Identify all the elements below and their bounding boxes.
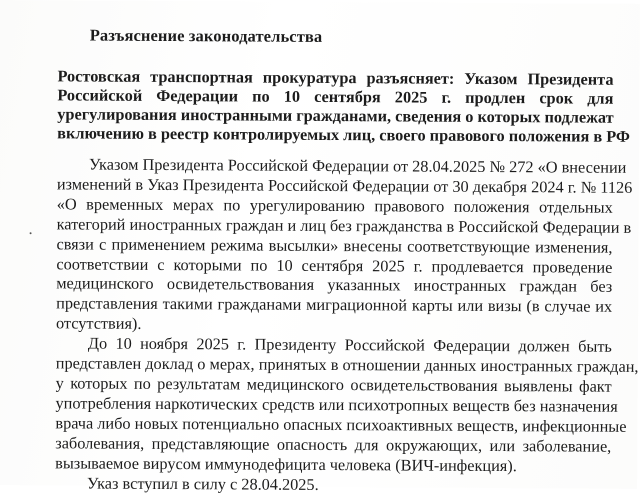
- paragraph-line: Указ вступил в силу с 28.04.2025.: [86, 473, 319, 494]
- paragraph-effective-date: [55, 473, 611, 496]
- document-summary: [57, 66, 630, 146]
- paragraph-line: врача либо новых потенциально опасных психоактивных веществ, инфекционные: [55, 413, 627, 436]
- paragraph-line: употребления наркотических средств или психотропных веществ без назначения: [55, 393, 618, 416]
- paragraph-line: заболевания, представляющие опасность для окружающих, или заболевание,: [55, 433, 612, 456]
- summary-line: Российской Федерации по 10 сентября 2025 г. продлен срок для: [57, 85, 614, 108]
- paragraph-line: До 10 ноября 2025 г. Президенту Российской Федерации должен быть: [87, 333, 612, 356]
- paragraph-line: у которых по результатам медицинского освидетельствования выявлены факт: [55, 373, 612, 396]
- paragraph-line: соответствии с которыми по 10 сентября 2025 г. продлевается проведение: [56, 253, 613, 277]
- paragraph-line: Указом Президента Российской Федерации от 28.04.2025 № 272 «О внесении: [88, 154, 627, 177]
- summary-line: Ростовская транспортная прокуратура разъясняет: Указом Президента: [57, 66, 614, 89]
- paragraph-report-deadline: [55, 333, 639, 477]
- paragraph-line: связи с применением режима высылки» внесены соответствующие изменения,: [56, 233, 613, 257]
- scan-speck: [30, 232, 32, 234]
- paragraph-decree-changes: [55, 154, 633, 337]
- summary-line: включению в реестр контролируемых лиц, своего правового положения в РФ: [57, 123, 630, 146]
- paragraph-line: отсутствия).: [55, 313, 142, 334]
- paragraph-line: изменений в Указ Президента Российской Федерации от 30 декабря 2024 г. № 1126: [56, 174, 633, 197]
- document-heading: Разъяснение законодательства: [89, 25, 323, 46]
- paragraph-line: представления такими гражданами миграционной карты или визы (в случае их: [56, 293, 613, 317]
- paragraph-line: категорий иностранных граждан и лиц без гражданства в Российской Федерации в: [56, 214, 632, 237]
- paragraph-line: медицинского освидетельствования указанных иностранных граждан без: [56, 273, 613, 297]
- paragraph-line: «О временных мерах по урегулированию правового положения отдельных: [56, 194, 613, 217]
- summary-line: урегулирования иностранными гражданами, сведения о которых подлежат: [57, 104, 614, 127]
- paragraph-line: представлен доклад о мерах, принятых в отношении данных иностранных граждан,: [55, 353, 639, 376]
- document-body: [55, 154, 639, 496]
- paragraph-line: вызываемое вирусом иммунодефицита человека (ВИЧ-инфекция).: [55, 452, 517, 475]
